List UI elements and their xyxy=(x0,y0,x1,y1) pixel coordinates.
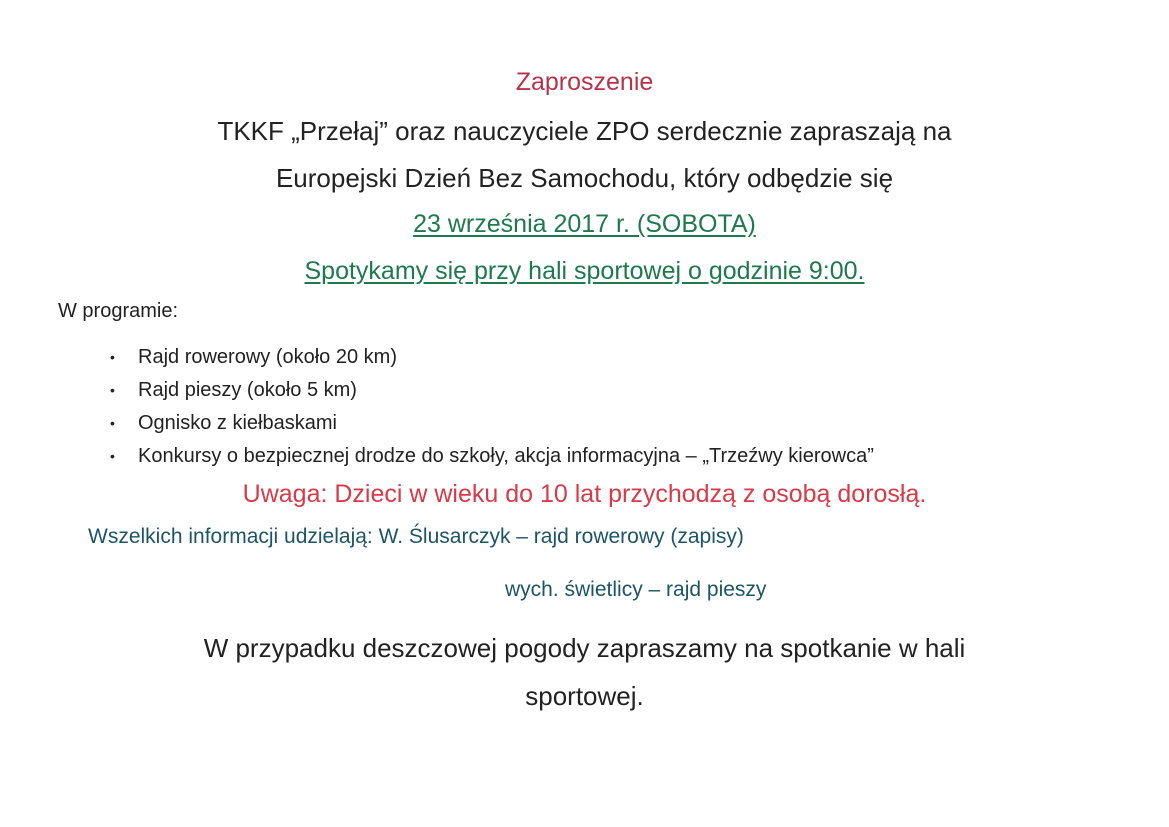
info-line-2: wych. świetlicy – rajd pieszy xyxy=(505,578,767,601)
program-item-text: Rajd pieszy (około 5 km) xyxy=(138,378,357,401)
document-title: Zaproszenie xyxy=(515,68,654,96)
info-line-1: Wszelkich informacji udzielają: W. Ślusarczyk – rajd rowerowy (zapisy) xyxy=(88,525,744,548)
list-item xyxy=(110,373,874,406)
list-item xyxy=(110,406,874,439)
event-date: 23 września 2017 r. (SOBOTA) xyxy=(413,210,756,238)
bullet-icon: • xyxy=(110,348,115,365)
list-item xyxy=(110,439,874,472)
program-item-text: Rajd rowerowy (około 20 km) xyxy=(138,345,397,368)
intro-line-1: TKKF „Przełaj” oraz nauczyciele ZPO serdecznie zapraszają na xyxy=(217,116,952,146)
rain-notice-line-2: sportowej. xyxy=(525,681,644,711)
program-label: W programie: xyxy=(58,300,179,322)
rain-notice-line-1: W przypadku deszczowej pogody zapraszamy na spotkanie w hali xyxy=(203,633,966,663)
program-item-text: Konkursy o bezpiecznej drodze do szkoły, akcja informacyjna – „Trzeźwy kierowca” xyxy=(138,444,874,467)
bullet-icon: • xyxy=(110,381,115,398)
program-list xyxy=(110,340,874,472)
list-item xyxy=(110,340,874,373)
meeting-info: Spotykamy się przy hali sportowej o godzinie 9:00. xyxy=(304,257,865,285)
warning-note: Uwaga: Dzieci w wieku do 10 lat przychodzą z osobą dorosłą. xyxy=(242,480,927,508)
program-item-text: Ognisko z kiełbaskami xyxy=(138,411,337,434)
intro-line-2: Europejski Dzień Bez Samochodu, który odbędzie się xyxy=(275,163,894,193)
bullet-icon: • xyxy=(110,447,115,464)
bullet-icon: • xyxy=(110,414,115,431)
